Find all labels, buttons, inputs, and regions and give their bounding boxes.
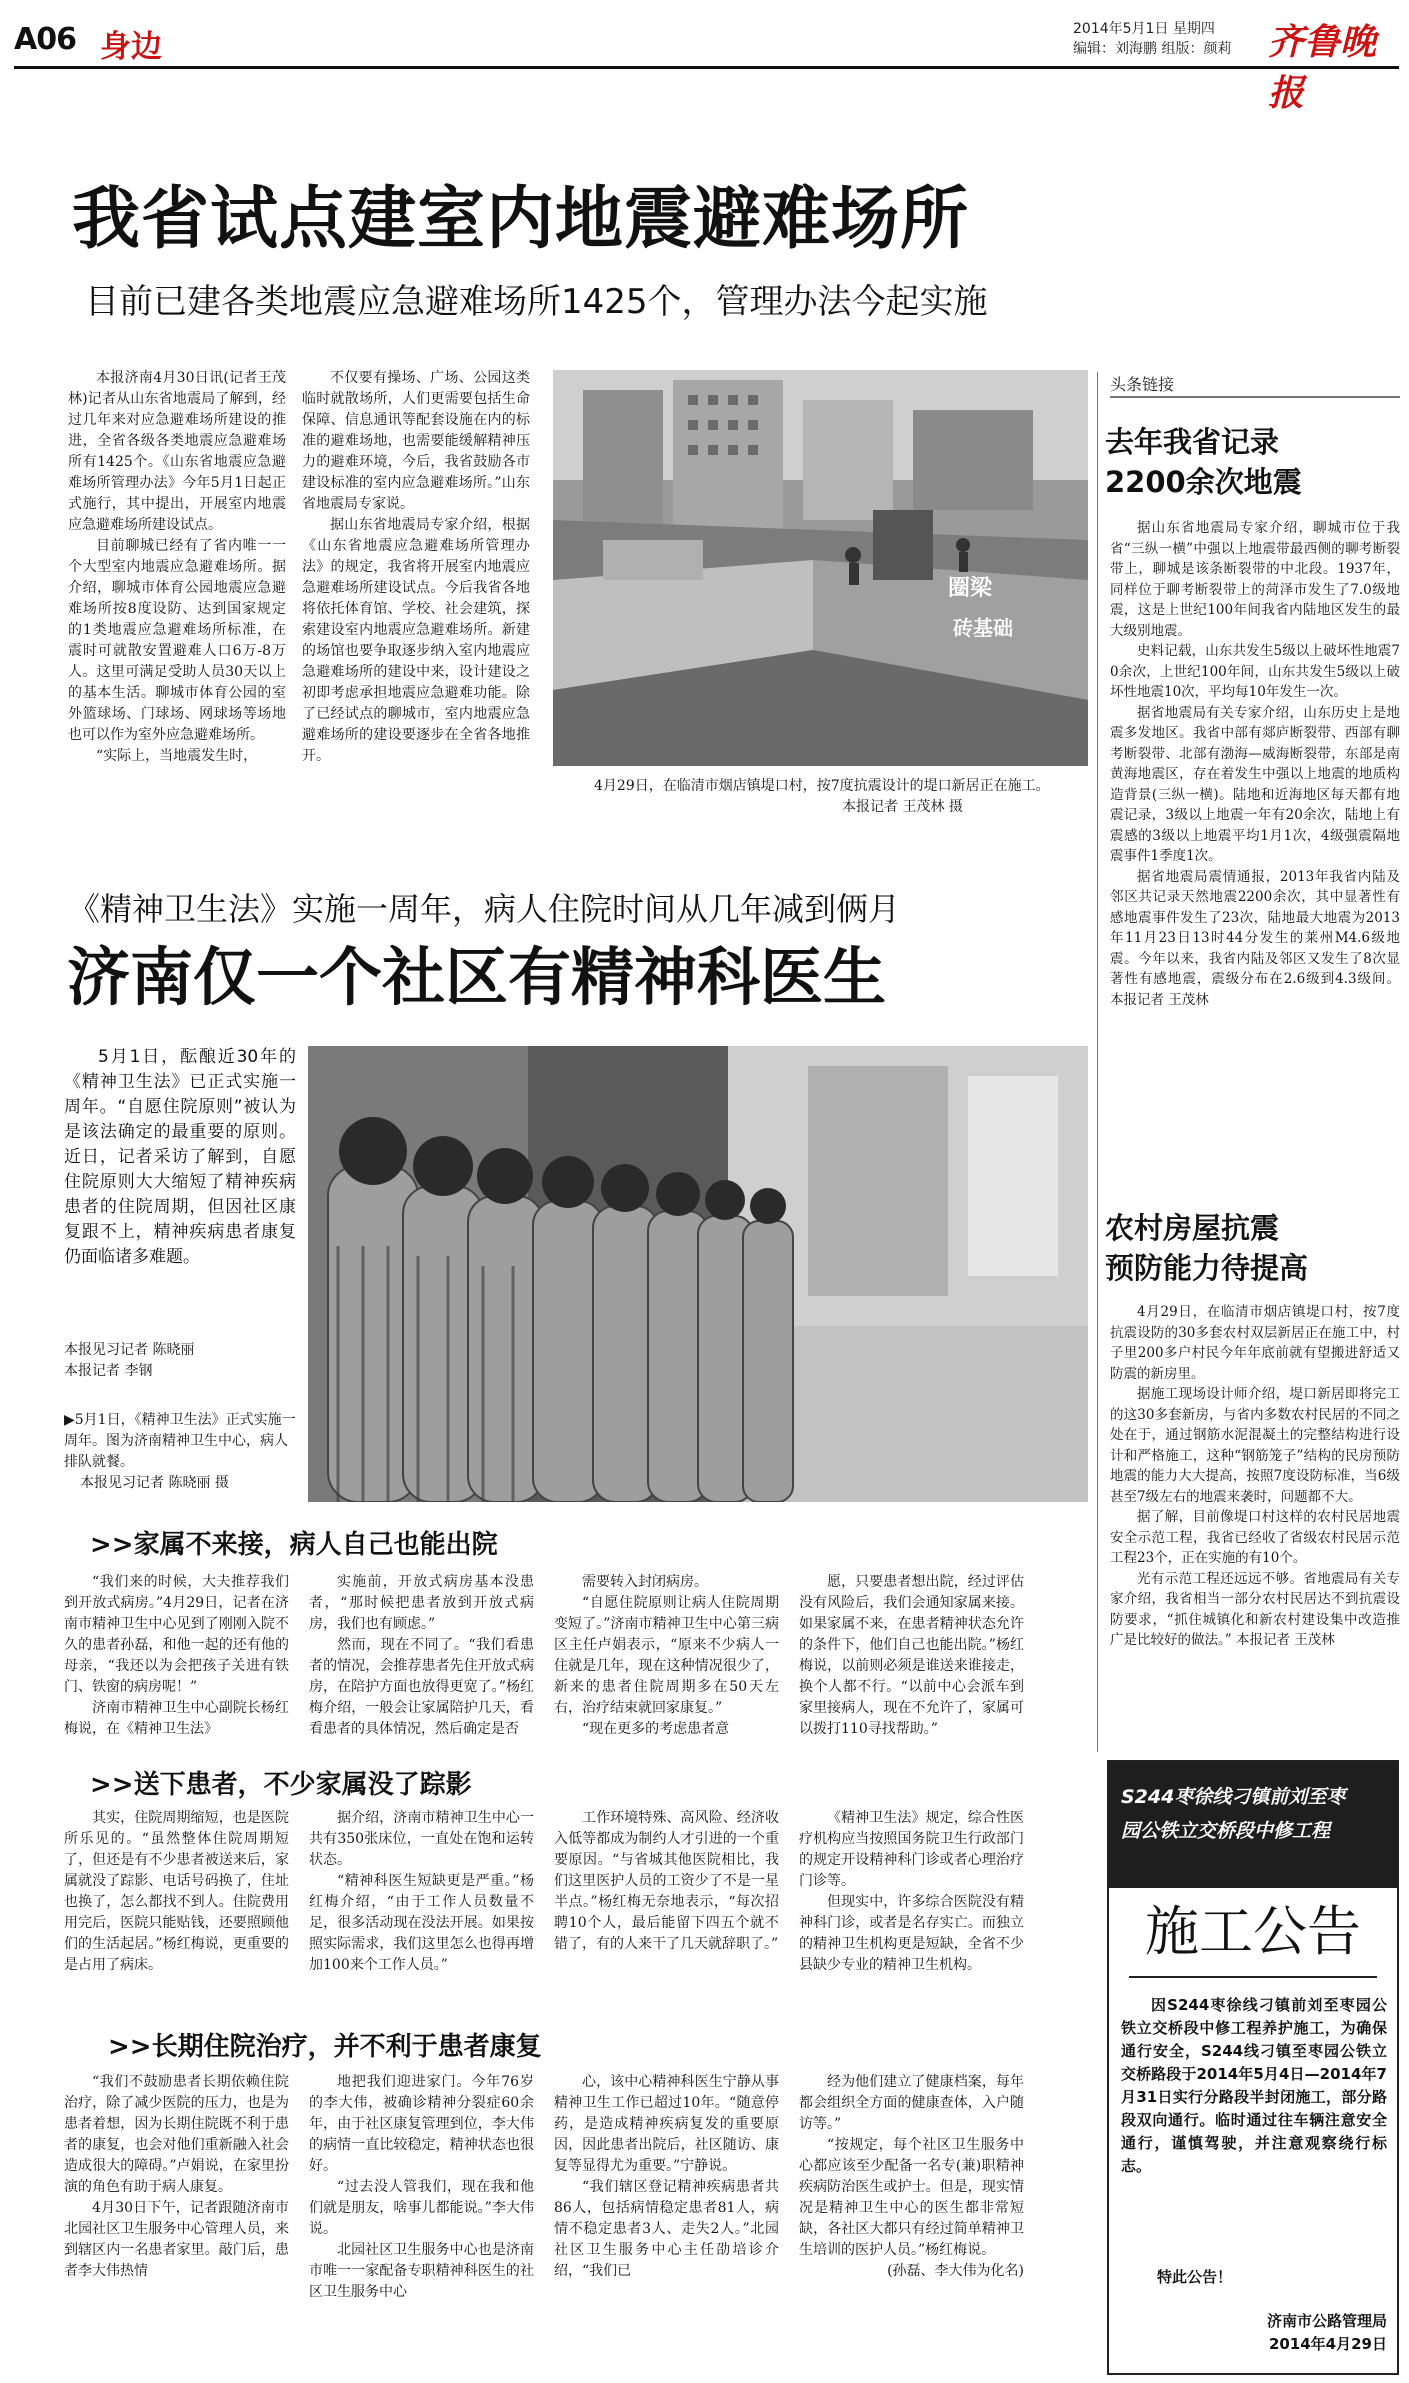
construction-scene: [553, 370, 1088, 766]
editor-line: 编辑：刘海鹏 组版：颜莉: [1073, 41, 1232, 57]
notice-signature: 济南市公路管理局: [1266, 2312, 1387, 2330]
notice-title: 施工公告: [1145, 1900, 1361, 1963]
story2-byline-1: 本报见习记者 陈晓丽: [64, 1342, 195, 1358]
notice-line-2: 园公铁立交桥段中修工程: [1121, 1820, 1331, 1842]
story2-lead: 5月1日，酝酿近30年的《精神卫生法》已正式实施一周年。“自愿住院原则”被认为是该法确定的最重要的原则。近日，记者采访了解到，自愿住院原则大大缩短了精神疾病患者的住院周期，但因社区康复跟不上，精神疾病患者康复仍面临诸多难题。: [64, 1047, 296, 1267]
section-3-col-1: “我们不鼓励患者长期依赖住院治疗，除了减少医院的压力，也是为患者着想，因为长期住院既不利于患者的康复，也会对他们重新融入社会造成很大的障碍。”卢娟说，在家里扮演的角色有助于病人康复。 4月30日下午，记者跟随济南市北园社区卫生服务中心管理人员，来到辖区内一名患者家里。敲门后，患者李大伟热情: [64, 2074, 289, 2279]
story2-kicker: 《精神卫生法》实施一周年，病人住院时间从几年减到俩月: [68, 890, 901, 928]
sidebar-label-rule: [1110, 396, 1400, 398]
section-3-col-3: 心，该中心精神科医生宁静从事精神卫生工作已超过10年。“随意停药，是造成精神疾病复发的重要原因，因此患者出院后，社区随访、康复等显得尤为重要。”宁静说。 “我们辖区登记精神疾病患者共86人，包括病情稳定患者81人，病情不稳定患者3人、走失2人。”北园社区卫生服务中心主任劭培诊介绍，“我们已: [554, 2074, 779, 2279]
sidebar-body-1: 据山东省地震局专家介绍，聊城市位于我省“三纵一横”中强以上地震带最西侧的聊考断裂带上，聊城是该条断裂带的中北段。1937年，同样位于聊考断裂带上的菏泽市发生了7.0级地震，这是上世纪100年间我省内陆地区发生的最大级别地震。 史料记载，山东共发生5级以上破坏性地震70余次，上世纪100年间，山东共发生5级以上破坏性地震10次，平均每10年发生一次。 据省地震局有关专家介绍，山东历史上是地震多发地区。我省中部有郯庐断裂带、西部有聊考断裂带、北部有渤海—威海断裂带，东部是南黄海地震区，存在着发生中强以上地震的地质构造背景(三纵一横)。陆地和近海地区每天都有地震记录，3级以上地震一年有20余次，陆地上有震感的3级以上地震平均1月1次，4级强震隔地震事件1季度1次。 据省地震局震情通报，2013年我省内陆及邻区共记录天然地震2200余次，其中显著性有感地震事件发生了23次，陆地最大地震为2013年11月23日13时44分发生的莱州M4.6级地震。今年以来，我省内陆及邻区又发生了8次显著性有感地震，震级分布在2.6级到4.3级间。 本报记者 王茂林: [1110, 520, 1400, 1008]
header-rule: [14, 66, 1399, 69]
newspaper-logo: 齐鲁晚报: [1268, 21, 1377, 114]
notice-thanks: 特此公告！: [1157, 2268, 1233, 2286]
notice-date: 2014年4月29日: [1268, 2335, 1387, 2353]
sign-ring-beam: 圈梁: [948, 576, 993, 601]
section-1-col-1: “我们来的时候，大夫推荐我们到开放式病房。”4月29日，记者在济南市精神卫生中心见到了刚刚入院不久的患者孙磊，和他一起的还有他的母亲，“我还以为会把孩子关进有铁门、铁窗的病房呢！” 济南市精神卫生中心副院长杨红梅说，在《精神卫生法》: [64, 1574, 289, 1737]
construction-photo: [553, 370, 1088, 766]
queue-photo-caption: ▶5月1日，《精神卫生法》正式实施一周年。图为济南精神卫生中心，病人排队就餐。: [64, 1412, 296, 1470]
section-1-heading: >>家属不来接，病人自己也能出院: [90, 1530, 498, 1560]
construction-photo-caption: 4月29日，在临清市烟店镇堤口村，按7度抗震设计的堤口新居正在施工。: [594, 778, 1050, 794]
notice-banner: [1109, 1762, 1397, 1888]
section-3-col-2: 地把我们迎进家门。今年76岁的李大伟，被确诊精神分裂症60余年，由于社区康复管理到位，李大伟的病情一直比较稳定，精神状态也很好。 “过去没人管我们，现在我和他们就是朋友，啥事儿都能说。”李大伟说。 北园社区卫生服务中心也是济南市唯一一家配备专职精神科医生的社区卫生服务中心: [309, 2074, 534, 2300]
section-1-col-2: 实施前，开放式病房基本没患者，“那时候把患者放到开放式病房，我们也有顾虑。” 然而，现在不同了。“我们看患者的情况，会推荐患者先住开放式病房，在陪护方面也放得更宽了。”杨红梅介绍，一般会让家属陪护几天，看看患者的具体情况，然后确定是否: [309, 1574, 534, 1737]
construction-notice-box: [1107, 1760, 1399, 2375]
notice-body: 因S244枣徐线刁镇前刘至枣园公铁立交桥段中修工程养护施工，为确保通行安全，S244线刁镇至枣园公铁立交桥路段于2014年5月4日—2014年7月31日实行分路段半封闭施工，部分路段双向通行。临时通过往车辆注意安全通行，谨慎驾驶，并注意观察绕行标志。: [1121, 1996, 1387, 2175]
queue-scene: [308, 1046, 1088, 1502]
story2-headline: 济南仅一个社区有精神科医生: [67, 941, 886, 1014]
section-2-col-3: 工作环境特殊、高风险、经济收入低等都成为制约人才引进的一个重要原因。“与省城其他医院相比，我们这里医护人员的工资少了不是一星半点。”杨红梅无奈地表示，“每次招聘10个人，最后能留下四五个就不错了，有的人来干了几天就辞职了。”: [554, 1810, 779, 1952]
patients-queue-photo: [308, 1046, 1088, 1502]
section-name: 身边: [100, 29, 162, 65]
section-2-col-1: 其实，住院周期缩短，也是医院所乐见的。“虽然整体住院周期短了，但还是有不少患者被送来后，家属就没了踪影、电话号码换了，住址也换了，怎么都找不到人。住院费用用完后，医院只能贴钱，还要照顾他们的生活起居。”杨红梅说，更重要的是占用了病床。: [64, 1810, 289, 1973]
notice-divider: [1129, 1976, 1377, 1978]
sign-brick-base: 砖基础: [953, 616, 1013, 640]
story1-column-1: 本报济南4月30日讯(记者王茂林)记者从山东省地震局了解到，经过几年来对应急避难场所建设的推进，全省各级各类地震应急避难场所有1425个。《山东省地震应急避难场所管理办法》今年5月1日起正式施行，其中提出，开展室内地震应急避难场所建设试点。 目前聊城已经有了省内唯一一个大型室内地震应急避难场所。据介绍，聊城市体育公园地震应急避难场所按8度设防、达到国家规定的1类地震应急避难场所标准，在震时可就散安置避难人口6万-8万人。这里可满足受助人员30天以上的基本生活。聊城市体育公园的室外篮球场、门球场、网球场等场地也可以作为室外应急避难场所。 “实际上，当地震发生时，: [68, 370, 286, 764]
section-3-col-4: 经为他们建立了健康档案，每年都会组织全方面的健康查体，入户随访等。” “按规定，每个社区卫生服务中心都应该至少配备一名专(兼)职精神疾病防治医生或护士。但是，现实情况是精神卫生中心的医生都非常短缺，各社区大都只有经过简单精神卫生培训的医护人员。”杨红梅说。 (孙磊、李大伟为化名): [799, 2074, 1024, 2279]
construction-photo-credit: 本报记者 王茂林 摄: [842, 799, 963, 815]
sidebar-body-2: 4月29日，在临清市烟店镇堤口村，按7度抗震设防的30多套农村双层新居正在施工中，村子里200多户村民今年年底前就有望搬进舒适又防震的新房里。 据施工现场设计师介绍，堤口新居即将完工的这30多套新房，与省内多数农村民居的不同之处在于，通过钢筋水泥混凝土的完整结构进行设计和严格施工，这种“钢筋笼子”结构的民房预防地震的能力大大提高，按照7度设防标准，当6级甚至7级左右的地震来袭时，问题都不大。 据了解，目前像堤口村这样的农村民居地震安全示范工程，我省已经收了省级农村民居示范工程23个，正在实施的有10个。 光有示范工程还远远不够。省地震局有关专家介绍，我省相当一部分农村民居达不到抗震设防要求，“抓住城镇化和新农村建设集中改造推广是比较好的做法。” 本报记者 王茂林: [1110, 1304, 1400, 1648]
queue-photo-credit: 本报见习记者 陈晓丽 摄: [80, 1475, 229, 1491]
section-2-col-4: 《精神卫生法》规定，综合性医疗机构应当按照国务院卫生行政部门的规定开设精神科门诊或者心理治疗门诊等。 但现实中，许多综合医院没有精神科门诊，或者是名存实亡。而独立的精神卫生机构更是短缺，全省不少县缺少专业的精神卫生机构。: [799, 1810, 1024, 1973]
issue-date: 2014年5月1日 星期四: [1073, 21, 1215, 37]
page-number: A06: [14, 22, 76, 57]
section-1-col-3: 需要转入封闭病房。 “自愿住院原则让病人住院周期变短了。”济南市精神卫生中心第三病区主任卢娟表示，“原来不少病人一住就是几年，现在这种情况很少了，新来的患者住院周期多在50天左右，治疗结束就回家康复。” “现在更多的考虑患者意: [554, 1574, 779, 1737]
section-2-heading: >>送下患者，不少家属没了踪影: [90, 1770, 472, 1800]
sidebar-rule: [1097, 372, 1098, 1752]
section-3-heading: >>长期住院治疗，并不利于患者康复: [108, 2032, 542, 2062]
story1-column-2: 不仅要有操场、广场、公园这类临时就散场所，人们更需要包括生命保障、信息通讯等配套设施在内的标准的避难场地，也需要能缓解精神压力的避难环境，今后，我省鼓励各市建设标准的室内应急避难场所。”山东省地震局专家说。 据山东省地震局专家介绍，根据《山东省地震应急避难场所管理办法》的规定，我省将开展室内地震应急避难场所建设试点。今后我省各地将依托体育馆、学校、社会建筑，探索建设室内地震应急避难场所。新建的场馆也要争取逐步纳入室内地震应急避难场所的建设中来，设计建设之初即考虑承担地震应急避难功能。除了已经试点的聊城市，室内地震应急避难场所的建设要逐步在全省各地推开。: [302, 370, 530, 764]
story1-headline: 我省试点建室内地震避难场所: [72, 180, 970, 259]
sidebar-headline-1: 去年我省记录 2200余次地震: [1105, 425, 1302, 499]
section-1-col-4: 愿，只要患者想出院，经过评估没有风险后，我们会通知家属来接。如果家属不来，在患者精神状态允许的条件下，他们自己也能出院。”杨红梅说，以前则必须是谁送来谁接走，换个人都不行。“以前中心会派车到家里接病人，现在不允许了，家属可以拨打110寻找帮助。”: [799, 1574, 1024, 1737]
sidebar-label: 头条链接: [1110, 375, 1175, 394]
story2-byline-2: 本报记者 李钢: [64, 1363, 153, 1379]
notice-line-1: S244枣徐线刁镇前刘至枣: [1121, 1786, 1346, 1808]
story1-subhead: 目前已建各类地震应急避难场所1425个，管理办法今起实施: [85, 282, 988, 322]
section-2-col-2: 据介绍，济南市精神卫生中心一共有350张床位，一直处在饱和运转状态。 “精神科医生短缺更是严重。”杨红梅介绍，“由于工作人员数量不足，很多活动现在没法开展。如果按照实际需求，我们这里怎么也得再增加100来个工作人员。”: [309, 1810, 534, 1973]
sidebar-headline-2: 农村房屋抗震 预防能力待提高: [1105, 1211, 1309, 1285]
